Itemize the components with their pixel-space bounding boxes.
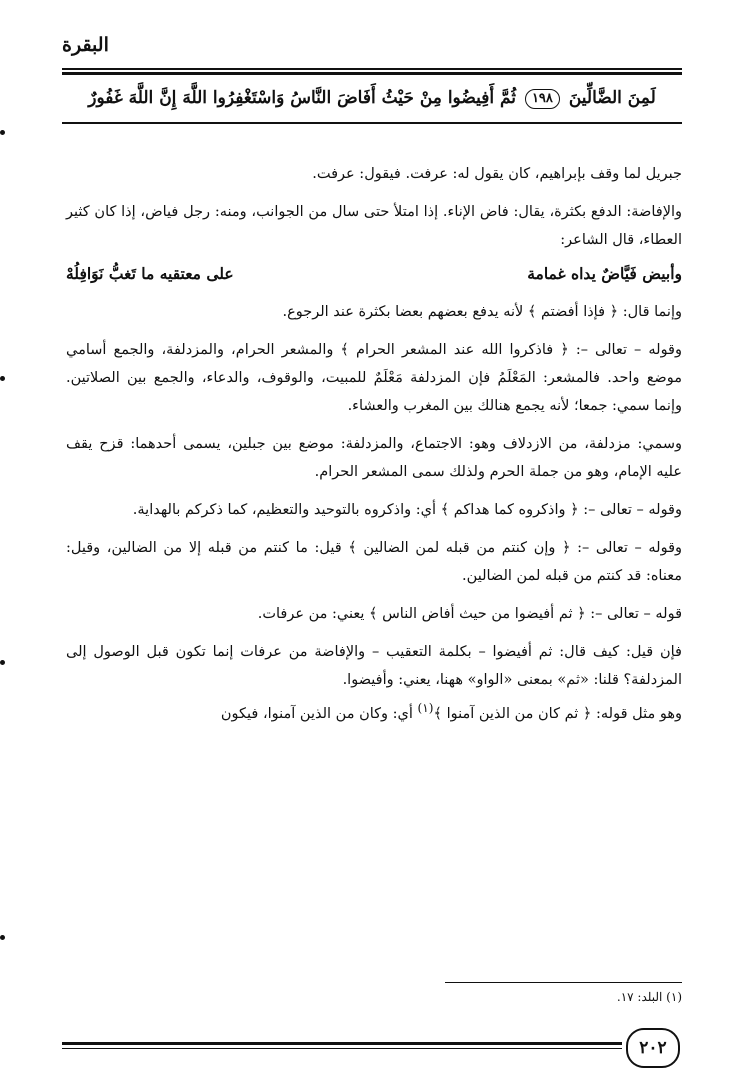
paragraph-text: أي: وكان من الذين آمنوا، فيكون (220, 705, 418, 722)
ayah-number-marker: ١٩٨ (525, 89, 560, 109)
footer-rule-thick (62, 1042, 622, 1045)
verse-part-1: لَمِنَ الضَّالِّينَ (568, 88, 656, 108)
paragraph: وقوله – تعالى –: ﴿ فاذكروا الله عند المشعر الحرام ﴾ والمشعر الحرام، والمزدلفة، والجمع أسامي موضع واحد. فالمشعر: المَعْلَمُ فإن المزدلفة مَعْلَمٌ للمبيت، والوقوف، والدعاء، والجمع بين الصلاتين. وإنما سمي: جمعا؛ لأنه يجمع هنالك بين المغرب والعشاء. (66, 342, 682, 414)
verse-rule (62, 122, 682, 124)
poem-first-hemistich: وأبيض فَيَّاضٌ يداه غمامة (527, 264, 682, 283)
margin-dot (0, 376, 5, 381)
footnote-reference: (١) (417, 701, 434, 715)
page-number: ٢٠٢ (626, 1028, 680, 1068)
footnote-rule (445, 982, 682, 983)
paragraph: وإنما قال: ﴿ فإذا أفضتم ﴾ لأنه يدفع بعضهم بعضا بكثرة عند الرجوع. (282, 304, 682, 320)
paragraph: جبريل لما وقف بإبراهيم، كان يقول له: عرفت. فيقول: عرفت. (312, 166, 682, 182)
paragraph: فإن قيل: كيف قال: ثم أفيضوا – بكلمة التعقيب – والإفاضة من عرفات إنما تكون قبل الوصول إلى المزدلفة؟ قلنا: «ثم» بمعنى «الواو» ههنا، يعني: وأفيضوا. (66, 644, 682, 688)
paragraph: وقوله – تعالى –: ﴿ وإن كنتم من قبله لمن الضالين ﴾ قيل: ما كنتم من قبله إلا من الضالين، وقيل: معناه: قد كنتم من قبله لمن الضالين. (66, 540, 682, 584)
poetry-verse (66, 254, 682, 298)
footer-rule-thin (62, 1048, 622, 1049)
paragraph (66, 694, 682, 728)
margin-dot (0, 130, 5, 135)
quran-verse-line (62, 80, 682, 116)
margin-dot (0, 935, 5, 940)
verse-part-2: ثُمَّ أَفِيضُوا مِنْ حَيْثُ أَفَاضَ النَّاسُ وَاسْتَغْفِرُوا اللَّهَ إِنَّ اللَّهَ غَفُورٌ (88, 88, 517, 108)
paragraph: قوله – تعالى –: ﴿ ثم أفيضوا من حيث أفاض الناس ﴾ يعني: من عرفات. (257, 606, 682, 622)
surah-name-header: البقرة (62, 34, 109, 56)
header-rule-thin (62, 68, 682, 70)
paragraph: وسمي: مزدلفة، من الازدلاف وهو: الاجتماع، والمزدلفة: موضع بين جبلين، يسمى أحدهما: قزح يقف عليه الإمام، وهو من جملة الحرم ولذلك سمى المشعر الحرام. (66, 436, 682, 480)
paragraph: وقوله – تعالى –: ﴿ واذكروه كما هداكم ﴾ أي: واذكروه بالتوحيد والتعظيم، كما ذكركم بالهداية. (132, 502, 682, 518)
header-rule-thick (62, 72, 682, 75)
margin-dot (0, 660, 5, 665)
commentary-body (66, 160, 682, 728)
poem-second-hemistich: على معتقيه ما تَغبُّ نَوَافِلُهْ (66, 264, 234, 283)
paragraph: والإفاضة: الدفع بكثرة، يقال: فاض الإناء. إذا امتلأ حتى سال من الجوانب، ومنه: رجل فياض، إذا كان كثير العطاء، قال الشاعر: (66, 204, 682, 248)
footnote: (١) البلد: ١٧. (616, 990, 682, 1004)
paragraph-text: وهو مثل قوله: ﴿ ثم كان من الذين آمنوا ﴾ (433, 705, 682, 722)
